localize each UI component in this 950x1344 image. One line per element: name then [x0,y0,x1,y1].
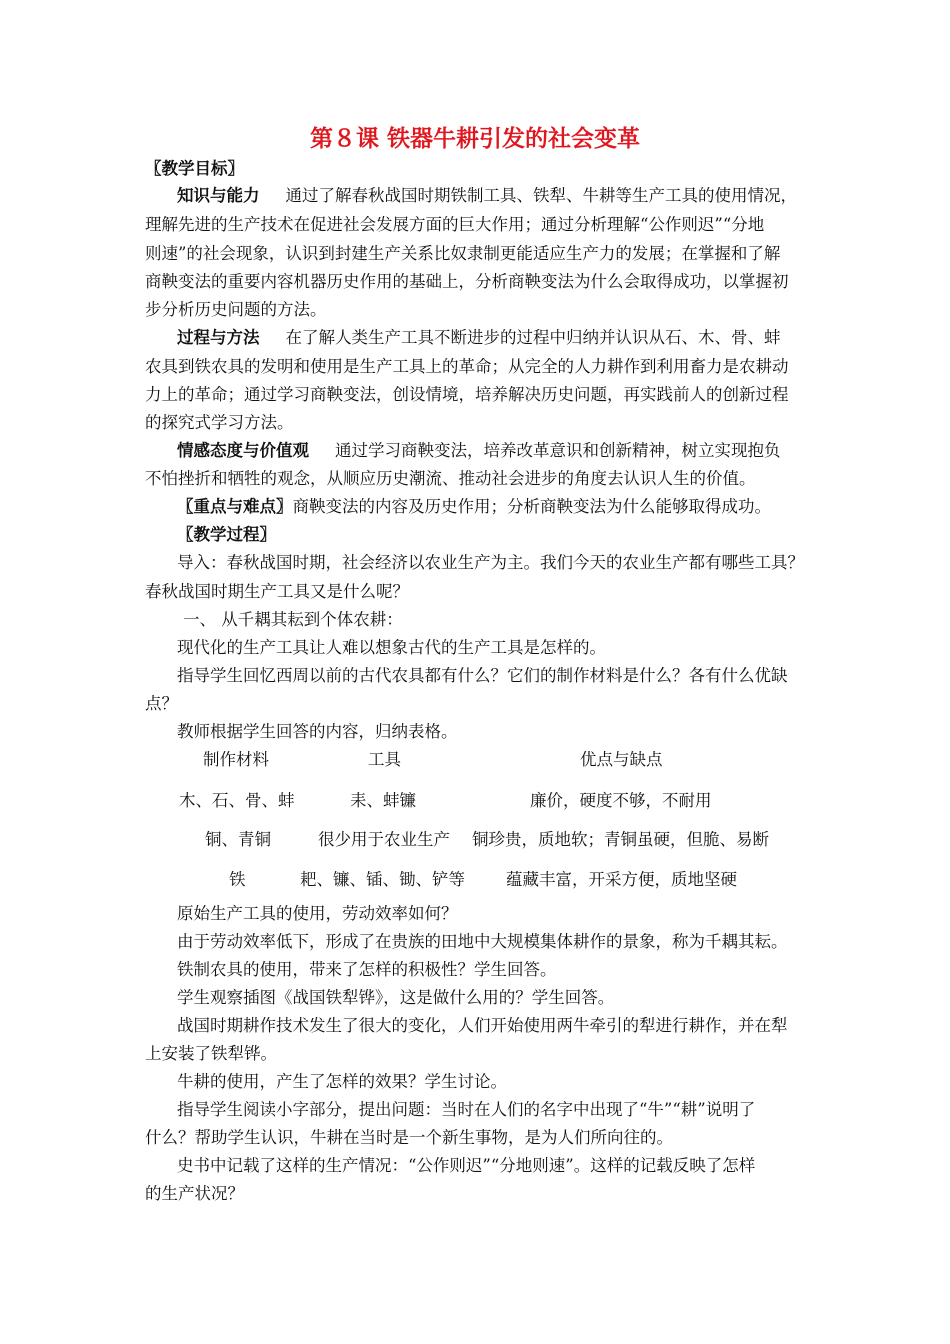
body1-line-1: 现代化的生产工具让人难以想象古代的生产工具是怎样的。 [177,638,606,657]
knowledge-line-3: 则速”的社会现象，认识到封建生产关系比奴隶制更能适应生产力的发展；在掌握和了解 [145,244,781,263]
process-line-2: 农具到铁农具的发明和使用是生产工具上的革命；从完全的人力耕作到利用畜力是农耕动 [145,357,789,376]
emotion-label: 情感态度与价值观 [177,441,309,460]
knowledge-line-1: 知识与能力 通过了解春秋战国时期铁制工具、铁犁、牛耕等生产工具的使用情况， [177,186,797,205]
intro-line-2: 春秋战国时期生产工具又是什么呢？ [145,582,409,601]
process-label: 过程与方法 [177,328,260,347]
table-cell: 耒、蚌镰 [350,791,416,810]
body2-line-6: 上安装了铁犁铧。 [145,1044,277,1063]
table-cell: 耙、镰、锸、锄、铲等 [300,870,465,889]
table-cell: 木、石、骨、蚌 [179,791,295,810]
body2-line-10: 史书中记载了这样的生产情况：“公作则迟”“分地则速”。这样的记载反映了怎样 [177,1156,756,1175]
table-cell: 铁 [229,870,246,889]
table-header: 制作材料 [203,750,269,769]
table-cell: 蕴藏丰富，开采方便，质地坚硬 [506,870,737,889]
key-points-line: 〖重点与难点〗商鞅变法的内容及历史作用；分析商鞅变法为什么能够取得成功。 [177,497,771,516]
key-points-label: 〖重点与难点〗 [177,497,293,516]
intro-line-1: 导入：春秋战国时期，社会经济以农业生产为主。我们今天的农业生产都有哪些工具？ [177,553,804,572]
knowledge-line-2: 理解先进的生产技术在促进社会发展方面的巨大作用；通过分析理解“公作则迟”“分地 [145,215,765,234]
section-1-heading: 一、 从千耦其耘到个体农耕： [183,610,403,629]
table-cell: 廉价，硬度不够，不耐用 [530,791,712,810]
table-cell: 铜珍贵，质地软；青铜虽硬，但脆、易断 [472,830,769,849]
body2-line-3: 铁制农具的使用，带来了怎样的积极性？学生回答。 [177,960,557,979]
knowledge-line-4: 商鞅变法的重要内容机器历史作用的基础上，分析商鞅变法为什么会取得成功，以掌握初 [145,272,789,291]
body1-line-2: 指导学生回忆西周以前的古代农具都有什么？它们的制作材料是什么？各有什么优缺 [177,666,788,685]
table-header: 优点与缺点 [580,750,663,769]
body2-line-9: 什么？帮助学生认识，牛耕在当时是一个新生事物，是为人们所向往的。 [145,1128,673,1147]
body2-line-7: 牛耕的使用，产生了怎样的效果？学生讨论。 [177,1072,507,1091]
process-heading: 〖教学过程〗 [177,525,276,544]
body2-line-2: 由于劳动效率低下，形成了在贵族的田地中大规模集体耕作的景象，称为千耦其耘。 [177,932,788,951]
knowledge-label: 知识与能力 [177,186,260,205]
table-header: 工具 [368,750,401,769]
page-title: 第８课 铁器牛耕引发的社会变革 [309,126,640,152]
knowledge-line-5: 步分析历史问题的方法。 [145,300,327,319]
body2-line-4: 学生观察插图《战国铁犁铧》，这是做什么用的？学生回答。 [177,988,615,1007]
body2-line-5: 战国时期耕作技术发生了很大的变化，人们开始使用两牛牵引的犁进行耕作，并在犁 [177,1016,788,1035]
body1-line-4: 教师根据学生回答的内容，归纳表格。 [177,722,458,741]
process-line-4: 的探究式学习方法。 [145,413,294,432]
body2-line-1: 原始生产工具的使用，劳动效率如何？ [177,904,458,923]
process-line-1: 过程与方法 在了解人类生产工具不断进步的过程中归纳并认识从石、木、骨、蚌 [177,328,781,347]
emotion-line-1: 情感态度与价值观 通过学习商鞅变法，培养改革意识和创新精神，树立实现抱负 [177,441,781,460]
body2-line-11: 的生产状况？ [145,1184,244,1203]
emotion-line-2: 不怕挫折和牺牲的观念，从顺应历史潮流、推动社会进步的角度去认识人生的价值。 [145,469,756,488]
goals-heading: 〖教学目标〗 [145,159,244,178]
process-line-3: 力上的革命；通过学习商鞅变法，创设情境，培养解决历史问题，再实践前人的创新过程 [145,385,789,404]
body1-line-3: 点？ [145,694,178,713]
table-cell: 铜、青铜 [205,830,271,849]
table-cell: 很少用于农业生产 [318,830,450,849]
body2-line-8: 指导学生阅读小字部分，提出问题：当时在人们的名字中出现了“牛”“耕”说明了 [177,1100,756,1119]
